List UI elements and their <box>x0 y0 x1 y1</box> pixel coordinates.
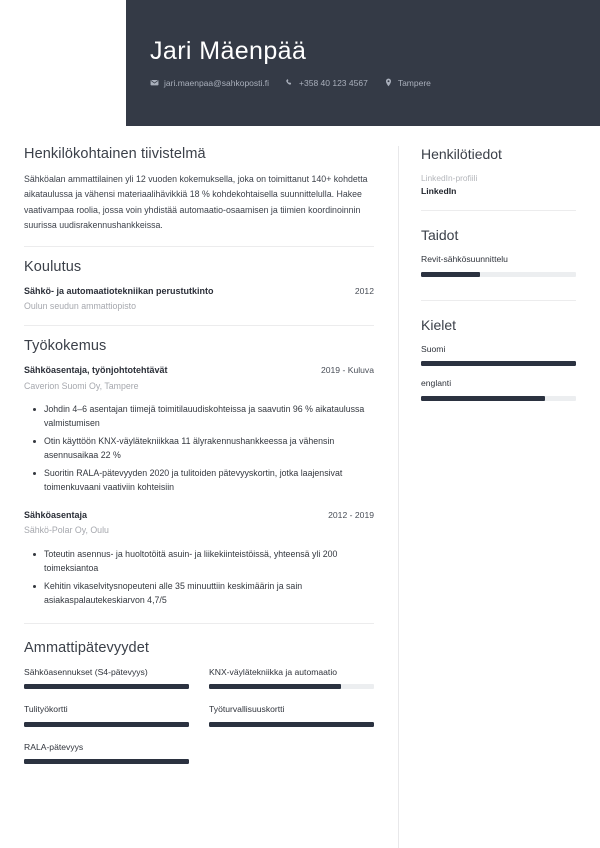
sidebar-section-personal <box>421 146 576 211</box>
contact-row <box>150 78 600 88</box>
experience-entry-title: Sähköasentaja <box>24 509 88 520</box>
sidebar <box>398 146 600 848</box>
experience-bullets <box>24 402 374 495</box>
experience-entry-title: Sähköasentaja, työnjohtotehtävät <box>24 365 168 376</box>
skill-bar-track <box>421 272 576 277</box>
resume-body <box>0 126 600 848</box>
email-icon <box>150 78 159 87</box>
competency-bar-track <box>24 684 189 689</box>
skill-item <box>421 253 576 276</box>
contact-email <box>150 78 269 88</box>
sidebar-section-skills <box>421 227 576 300</box>
education-entry <box>24 285 374 314</box>
competency-bar-track <box>209 722 374 727</box>
section-education <box>24 259 374 327</box>
personal-info-label: LinkedIn-profiili <box>421 173 478 183</box>
competency-item <box>24 703 189 726</box>
list-item: Suoritin RALA-pätevyyden 2020 ja tulitoiden pätevyyskortin, jotka laajensivat toimenkuvaani vaativiin kohteisiin <box>44 466 374 495</box>
experience-entry <box>24 364 374 495</box>
competency-bar-fill <box>209 684 341 689</box>
experience-bullets <box>24 547 374 608</box>
main-column <box>0 146 398 848</box>
competency-label: Työturvallisuuskortti <box>209 704 285 715</box>
experience-entry <box>24 509 374 608</box>
experience-entry-date: 2019 - Kuluva <box>320 365 374 376</box>
list-item: Otin käyttöön KNX-väylätekniikkaa 11 älyrakennushankkeessa ja vähensin asennusaikaa 22 % <box>44 434 374 463</box>
experience-entry-date: 2012 - 2019 <box>328 509 374 520</box>
list-item: Johdin 4–6 asentajan tiimejä toimitilauudiskohteissa ja saavutin 96 % aikataulussa valmistumisen <box>44 402 374 431</box>
section-competencies-title: Ammattipätevyydet <box>24 639 149 656</box>
summary-text: Sähköalan ammattilainen yli 12 vuoden kokemuksella, joka on toimittanut 140+ kohdetta aikataulussa ja vähensi materiaalihävikkiä 18 % kohdekohtaisella suunnittelulla. Hakee vaativampaa roolia, jossa voin yhdistää automaatio-osaamisen ja tiimien koordinoinnin suurissa uudisrakennushankkeissa. <box>24 174 368 231</box>
contact-email-text: jari.maenpaa@sahkoposti.fi <box>164 77 270 88</box>
contact-location-text: Tampere <box>397 77 431 88</box>
language-item <box>421 343 576 366</box>
contact-phone-text: +358 40 123 4567 <box>299 77 368 88</box>
education-entry-title: Sähkö- ja automaatiotekniikan perustutkinto <box>24 285 214 296</box>
list-item: Toteutin asennus- ja huoltotöitä asuin- ja liikekiinteistöissä, yhteensä yli 200 toimeksiantoa <box>44 547 374 576</box>
competency-bar-fill <box>209 722 374 727</box>
language-label: Suomi <box>421 343 446 354</box>
phone-icon <box>285 78 294 87</box>
competency-item <box>24 741 189 764</box>
education-entry-school: Oulun seudun ammattiopisto <box>24 301 136 312</box>
competency-label: Sähköasennukset (S4-pätevyys) <box>24 666 148 677</box>
language-bar-fill <box>421 396 545 401</box>
competency-bar-fill <box>24 759 189 764</box>
sidebar-skills-title: Taidot <box>421 227 459 244</box>
section-competencies <box>24 636 374 788</box>
competency-item <box>209 666 374 689</box>
education-entry-head <box>24 285 374 299</box>
experience-entry-head <box>24 509 374 523</box>
sidebar-personal-title: Henkilötiedot <box>421 146 502 162</box>
language-bar-track <box>421 361 576 366</box>
contact-phone <box>285 78 368 88</box>
experience-entry-company: Caverion Suomi Oy, Tampere <box>24 380 139 391</box>
personal-info-value[interactable]: LinkedIn <box>421 185 457 196</box>
language-bar-fill <box>421 361 576 366</box>
language-bar-track <box>421 396 576 401</box>
skill-label: Revit-sähkösuunnittelu <box>421 254 508 265</box>
competency-label: RALA-pätevyys <box>24 741 84 752</box>
page-title: Jari Mäenpää <box>150 37 307 66</box>
education-entry-date: 2012 <box>354 285 374 296</box>
language-item <box>421 377 576 400</box>
contact-location <box>384 78 431 88</box>
location-icon <box>384 78 393 87</box>
competency-bar-track <box>209 684 374 689</box>
language-label: englanti <box>421 378 452 389</box>
section-experience <box>24 338 374 623</box>
section-experience-title: Työkokemus <box>24 338 107 355</box>
competency-label: Tulityökortti <box>24 704 68 715</box>
competency-bar-fill <box>24 684 189 689</box>
section-summary-title: Henkilökohtainen tiivistelmä <box>24 146 206 162</box>
skill-bar-fill <box>421 272 480 277</box>
competency-bar-track <box>24 722 189 727</box>
experience-entry-head <box>24 364 374 378</box>
sidebar-section-languages <box>421 317 576 424</box>
competencies-grid <box>24 666 374 776</box>
competency-label: KNX-väylätekniikka ja automaatio <box>209 666 338 677</box>
personal-info-item <box>421 172 576 198</box>
list-item: Kehitin vikaselvitysnopeuteni alle 35 minuuttiin keskimäärin ja sain asiakaspalautekeskiarvon 4,7/5 <box>44 579 374 608</box>
experience-entry-company: Sähkö-Polar Oy, Oulu <box>24 525 109 536</box>
competency-item <box>209 703 374 726</box>
competency-item <box>24 666 189 689</box>
competency-bar-track <box>24 759 189 764</box>
competency-bar-fill <box>24 722 189 727</box>
section-education-title: Koulutus <box>24 258 82 275</box>
sidebar-languages-title: Kielet <box>421 316 457 333</box>
section-summary <box>24 146 374 247</box>
resume-header <box>126 0 600 126</box>
